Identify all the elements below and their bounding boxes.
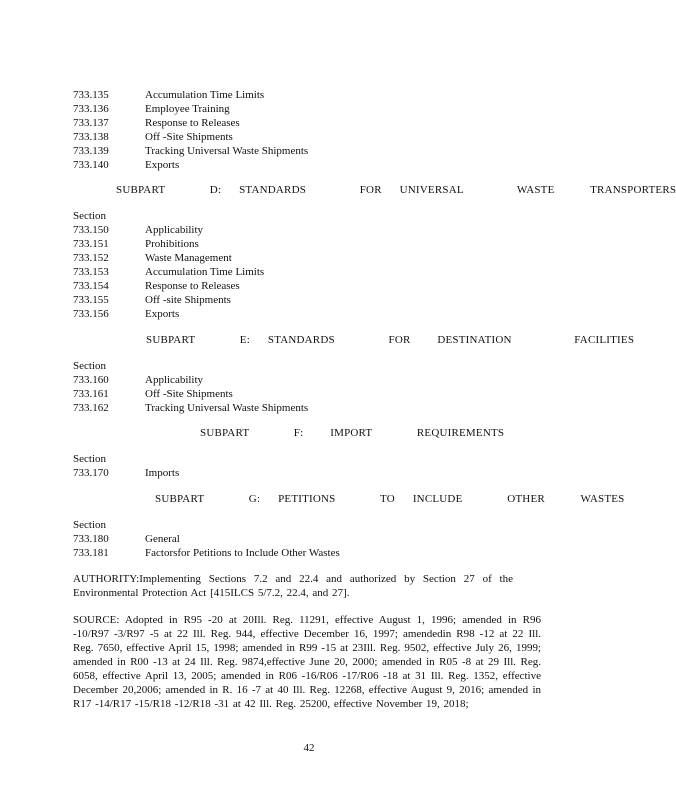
section-number: 733.139 xyxy=(73,145,109,157)
subpart-g-heading: SUBPART G: PETITIONS TO INCLUDE OTHER WASTES xyxy=(155,493,625,505)
section-title: Applicability xyxy=(145,374,204,386)
section-title: Factorsfor Petitions to Include Other Wastes xyxy=(145,547,340,559)
section-title: Employee Training xyxy=(145,103,230,115)
section-label: Section xyxy=(73,519,106,531)
section-number: 733.138 xyxy=(73,131,109,143)
section-number: 733.155 xyxy=(73,294,109,306)
section-title: General xyxy=(145,533,180,545)
section-number: 733.140 xyxy=(73,159,109,171)
section-number: 733.152 xyxy=(73,252,109,264)
section-number: 733.181 xyxy=(73,547,109,559)
section-title: Waste Management xyxy=(145,252,232,264)
subpart-e-heading: SUBPART E: STANDARDS FOR DESTINATION FACILITIES xyxy=(146,334,635,346)
section-label: Section xyxy=(73,360,106,372)
section-title: Applicability xyxy=(145,224,204,236)
section-label: Section xyxy=(73,210,106,222)
section-number: 733.135 xyxy=(73,89,109,101)
section-title: Tracking Universal Waste Shipments xyxy=(145,402,309,414)
section-title: Off -Site Shipments xyxy=(145,388,233,400)
section-number: 733.160 xyxy=(73,374,109,386)
subpart-f-heading: SUBPART F: IMPORT REQUIREMENTS xyxy=(200,427,505,439)
section-number: 733.154 xyxy=(73,280,109,292)
section-number: 733.151 xyxy=(73,238,109,250)
section-number: 733.162 xyxy=(73,402,109,414)
section-title: Exports xyxy=(145,159,180,171)
section-number: 733.137 xyxy=(73,117,109,129)
section-title: Off -site Shipments xyxy=(145,294,231,306)
section-number: 733.170 xyxy=(73,467,109,479)
section-number: 733.153 xyxy=(73,266,109,278)
authority-paragraph: AUTHORITY:Implementing Sections 7.2 and 22.4 and authorized by Section 27 of the Environmental Protection Act [415ILCS 5/7.2, 22.4, and 27]. xyxy=(73,573,513,599)
source-paragraph: SOURCE: Adopted in R95 -20 at 20Ill. Reg. 11291, effective August 1, 1996; amended in R96 -10/R97 -3/R97 -5 at 22 Ill. Reg. 944, effective December 16, 1997; amendedin R98 -12 at 22 Ill. Reg. 7650, effective April 15, 1998; amended in R99 -15 at 23Ill. Reg. 9502, effective July 26, 1999; amended in R00 -13 at 24 Ill. Reg. 9874,effective June 20, 2000; amended in R05 -8 at 29 Ill. Reg. 6058, effective April 13, 2005; amended in R06 -16/R06 -17/R06 -18 at 31 Ill. Reg. 1352, effective December 20,2006; amended in R. 16 -7 at 40 Ill. Reg. 12268, effective August 9, 2016; amended in R17 -14/R17 -15/R18 -12/R18 -31 at 42 Ill. Reg. 25200, effective November 19, 2018; xyxy=(73,614,541,710)
section-number: 733.180 xyxy=(73,533,109,545)
section-title: Accumulation Time Limits xyxy=(145,89,265,101)
section-title: Response to Releases xyxy=(145,280,240,292)
section-title: Exports xyxy=(145,308,180,320)
section-label: Section xyxy=(73,453,106,465)
section-number: 733.161 xyxy=(73,388,109,400)
section-number: 733.156 xyxy=(73,308,109,320)
section-title: Prohibitions xyxy=(145,238,199,250)
page-number: 42 xyxy=(303,742,315,754)
section-title: Imports xyxy=(145,467,180,479)
subpart-d-heading: SUBPART D: STANDARDS FOR UNIVERSAL WASTE TRANSPORTERS xyxy=(116,184,676,196)
section-number: 733.136 xyxy=(73,103,109,115)
section-title: Accumulation Time Limits xyxy=(145,266,265,278)
section-title: Response to Releases xyxy=(145,117,240,129)
section-title: Tracking Universal Waste Shipments xyxy=(145,145,309,157)
section-title: Off -Site Shipments xyxy=(145,131,233,143)
section-number: 733.150 xyxy=(73,224,109,236)
